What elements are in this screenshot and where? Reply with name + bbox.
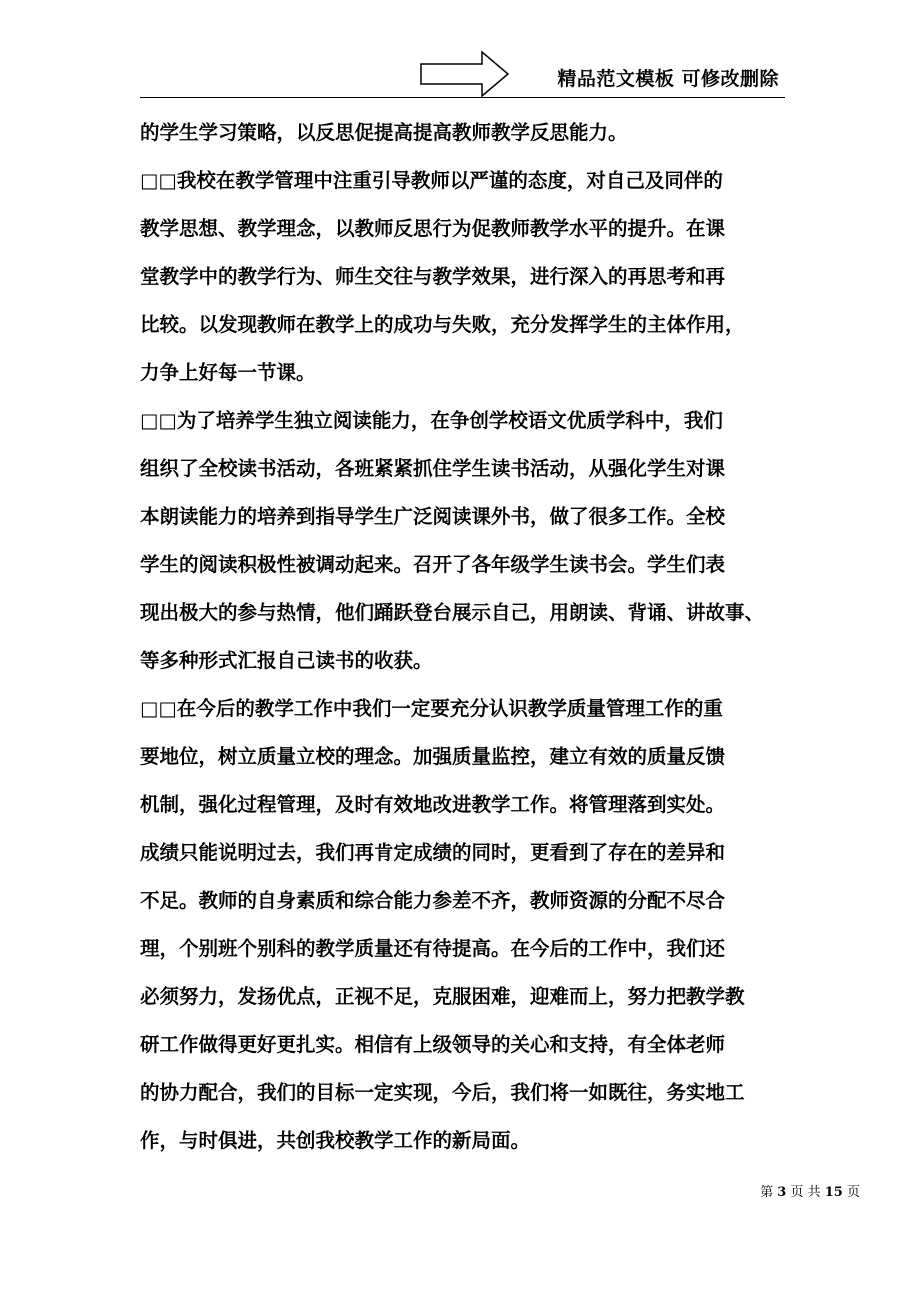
text-line: 的学生学习策略，以反思促提高提高教师教学反思能力。 xyxy=(140,121,628,144)
page-total: 15 xyxy=(824,1185,843,1200)
header-divider xyxy=(140,97,785,98)
text-line: 本朗读能力的培养到指导学生广泛阅读课外书，做了很多工作。全校 xyxy=(140,505,726,528)
text-line: 机制，强化过程管理，及时有效地改进教学工作。将管理落到实处。 xyxy=(140,793,726,816)
right-arrow-icon xyxy=(420,50,510,98)
text-line: 现出极大的参与热情，他们踊跃登台展示自己，用朗读、背诵、讲故事、 xyxy=(140,601,765,624)
text-line: □□在今后的教学工作中我们一定要充分认识教学质量管理工作的重 xyxy=(140,697,723,720)
footer-prefix: 第 xyxy=(760,1185,774,1200)
text-line: 比较。以发现教师在教学上的成功与失败，充分发挥学生的主体作用， xyxy=(140,313,745,336)
text-line: 的协力配合，我们的目标一定实现，今后，我们将一如既往，务实地工 xyxy=(140,1081,745,1104)
footer-suffix: 页 xyxy=(846,1185,860,1200)
text-line: 不足。教师的自身素质和综合能力参差不齐，教师资源的分配不尽合 xyxy=(140,889,726,912)
text-line: 必须努力，发扬优点，正视不足，克服困难，迎难而上，努力把教学教 xyxy=(140,985,745,1008)
text-line: 成绩只能说明过去，我们再肯定成绩的同时，更看到了存在的差异和 xyxy=(140,841,726,864)
footer-middle: 页 共 xyxy=(790,1185,821,1200)
text-line: 研工作做得更好更扎实。相信有上级领导的关心和支持，有全体老师 xyxy=(140,1033,726,1056)
page-footer xyxy=(760,1181,860,1200)
text-line: □□我校在教学管理中注重引导教师以严谨的态度，对自己及同伴的 xyxy=(140,169,723,192)
text-line: 作，与时俱进，共创我校教学工作的新局面。 xyxy=(140,1129,531,1152)
page-header xyxy=(140,50,785,98)
text-line: 堂教学中的教学行为、师生交往与教学效果，进行深入的再思考和再 xyxy=(140,265,726,288)
header-title: 精品范文模板 可修改删除 xyxy=(557,68,779,90)
text-line: □□为了培养学生独立阅读能力，在争创学校语文优质学科中，我们 xyxy=(140,409,723,432)
page-number: 3 xyxy=(777,1185,787,1200)
text-line: 力争上好每一节课。 xyxy=(140,361,316,384)
document-body xyxy=(140,112,800,1168)
text-line: 要地位，树立质量立校的理念。加强质量监控，建立有效的质量反馈 xyxy=(140,745,726,768)
text-line: 等多种形式汇报自己读书的收获。 xyxy=(140,649,433,672)
text-line: 教学思想、教学理念，以教师反思行为促教师教学水平的提升。在课 xyxy=(140,217,726,240)
text-line: 组织了全校读书活动，各班紧紧抓住学生读书活动，从强化学生对课 xyxy=(140,457,726,480)
text-line: 学生的阅读积极性被调动起来。召开了各年级学生读书会。学生们表 xyxy=(140,553,726,576)
text-line: 理，个别班个别科的教学质量还有待提高。在今后的工作中，我们还 xyxy=(140,937,726,960)
